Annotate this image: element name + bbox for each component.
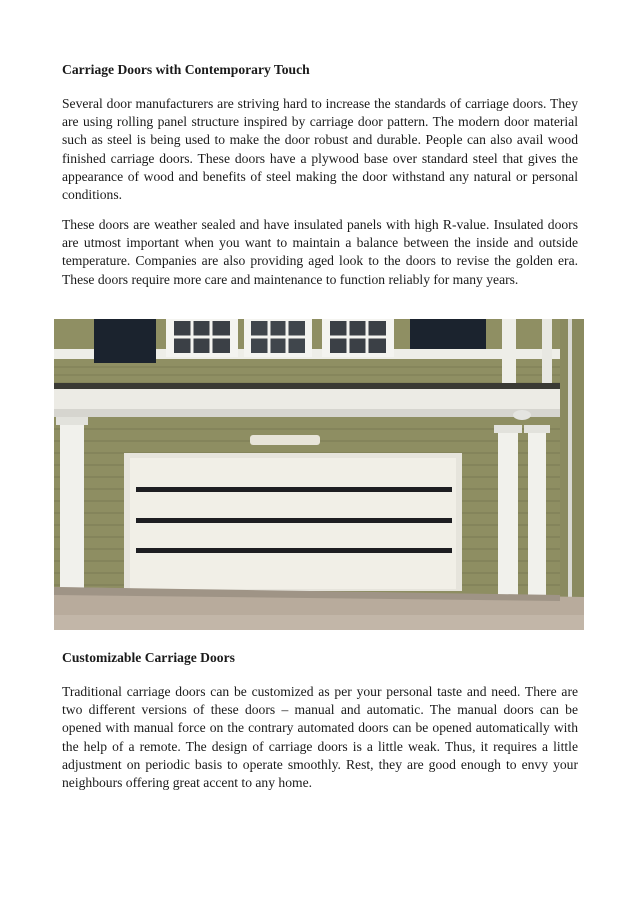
garage-door — [130, 458, 456, 589]
paragraph: These doors are weather sealed and have insulated panels with high R-value. Insulated doors are utmost important when you want to maintain a balance between the inside and outside temperature. Companies are also providing aged look to the doors to revise the golden era. These doors require more care and maintenance to function reliably for many years. — [62, 217, 578, 287]
upper-windows — [166, 319, 394, 357]
paragraph: Traditional carriage doors can be customized as per your personal taste and need. There are two different versions of these doors – manual and automatic. The manual doors can be opened with manual force on the contrary automated doors can be opened automatically with the help of a remote. The design of carriage doors is a little weak. Thus, it requires a little adjustment on periodic basis to operate smoothly. Rest, they are good enough to envy your neighbours offering great accent to any home. — [62, 684, 578, 791]
section-heading-customizable: Customizable Carriage Doors — [62, 650, 235, 665]
garage-door-photo — [54, 319, 584, 630]
paragraph: Several door manufacturers are striving hard to increase the standards of carriage doors. They are using rolling panel structure inspired by carriage door pattern. The modern door material such as steel is being used to make the door robust and durable. People can also avail wood finished carriage doors. These doors have a plywood base over standard steel that gives the appearance of wood and benefits of steel making the door withstand any natural or personal conditions. — [62, 96, 578, 203]
section-heading-contemporary: Carriage Doors with Contemporary Touch — [62, 62, 310, 77]
